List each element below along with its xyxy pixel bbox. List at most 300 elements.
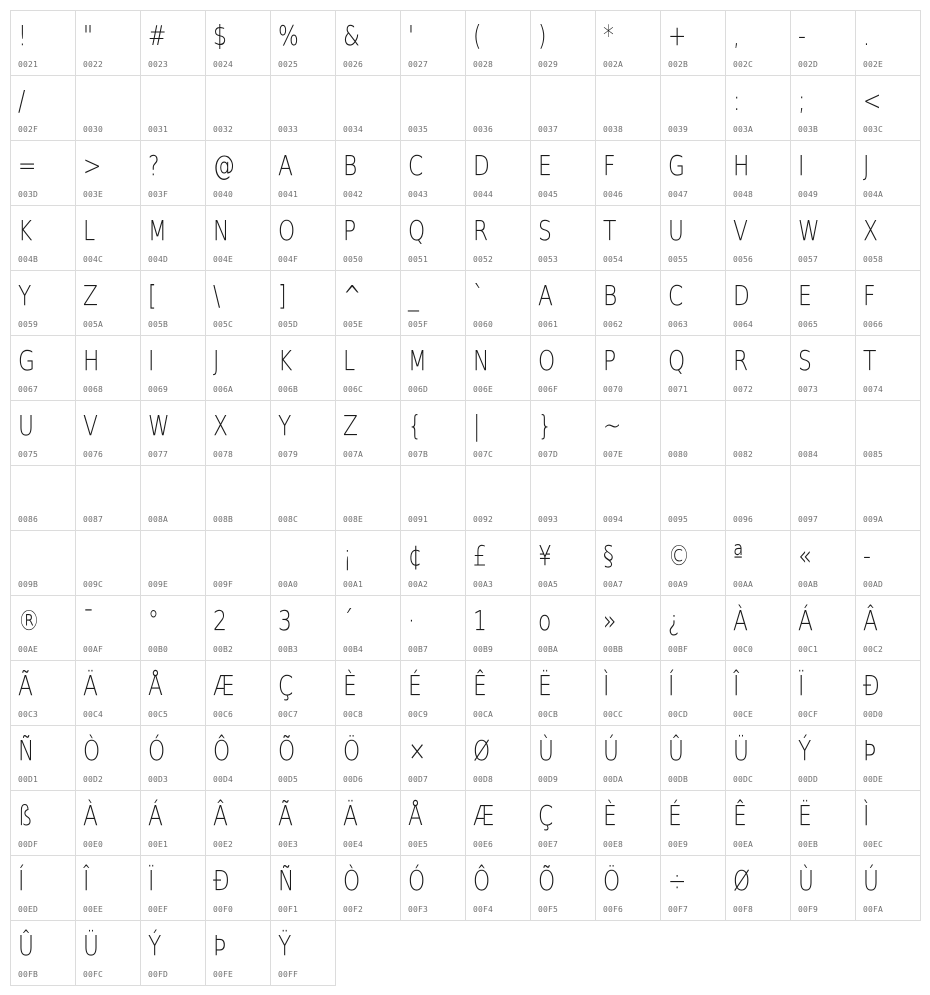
glyph-codepoint-label: 00D1: [18, 775, 39, 784]
glyph-codepoint-label: 004D: [148, 255, 169, 264]
glyph-character: ^: [343, 279, 362, 312]
glyph-codepoint-label: 0084: [798, 450, 819, 459]
glyph-codepoint-label: 00C7: [278, 710, 299, 719]
glyph-character: «: [798, 539, 812, 572]
glyph-cell: [531, 11, 596, 76]
glyph-codepoint-label: 0062: [603, 320, 624, 329]
glyph-codepoint-label: 005E: [343, 320, 364, 329]
glyph-codepoint-label: 00C1: [798, 645, 819, 654]
glyph-cell: [76, 791, 141, 856]
glyph-codepoint-label: 00CF: [798, 710, 819, 719]
glyph-codepoint-label: 002E: [863, 60, 884, 69]
glyph-cell: [791, 271, 856, 336]
glyph-codepoint-label: 0072: [733, 385, 754, 394]
glyph-cell: [76, 401, 141, 466]
glyph-character: É: [408, 669, 422, 702]
glyph-cell: [466, 726, 531, 791]
glyph-codepoint-label: 0025: [278, 60, 299, 69]
glyph-character: Õ: [538, 864, 556, 897]
glyph-codepoint-label: 0052: [473, 255, 494, 264]
glyph-character: B: [343, 149, 358, 182]
glyph-character: 2: [213, 604, 227, 637]
glyph-character: Ù: [538, 734, 554, 767]
glyph-codepoint-label: 0053: [538, 255, 559, 264]
glyph-character: ': [408, 19, 415, 52]
glyph-codepoint-label: 0030: [83, 125, 104, 134]
glyph-codepoint-label: 0039: [668, 125, 689, 134]
glyph-codepoint-label: 00DA: [603, 775, 624, 784]
glyph-cell: [661, 11, 726, 76]
glyph-cell: [661, 141, 726, 206]
glyph-character: È: [603, 799, 617, 832]
glyph-character: ß: [18, 799, 33, 832]
glyph-character: Å: [148, 669, 163, 702]
glyph-character: Q: [668, 344, 686, 377]
glyph-character: Ã: [278, 799, 293, 832]
glyph-character: Ë: [798, 799, 812, 832]
glyph-codepoint-label: 005B: [148, 320, 169, 329]
glyph-character: &: [343, 19, 361, 52]
glyph-character: U: [668, 214, 684, 247]
glyph-character: L: [83, 214, 96, 247]
glyph-codepoint-label: 00A2: [408, 580, 429, 589]
glyph-cell: [271, 76, 336, 141]
glyph-character: \: [213, 279, 221, 312]
glyph-cell: [726, 726, 791, 791]
glyph-character: Ý: [798, 734, 812, 767]
glyph-cell: [726, 661, 791, 726]
glyph-cell: [856, 206, 921, 271]
glyph-codepoint-label: 0054: [603, 255, 624, 264]
glyph-codepoint-label: 00B4: [343, 645, 364, 654]
glyph-codepoint-label: 0048: [733, 190, 754, 199]
glyph-codepoint-label: 006F: [538, 385, 559, 394]
glyph-codepoint-label: 0080: [668, 450, 689, 459]
glyph-codepoint-label: 0070: [603, 385, 624, 394]
glyph-codepoint-label: 00DF: [18, 840, 39, 849]
glyph-codepoint-label: 00C5: [148, 710, 169, 719]
glyph-codepoint-label: 002C: [733, 60, 754, 69]
glyph-character: I: [798, 149, 805, 182]
glyph-character: C: [668, 279, 684, 312]
glyph-cell: [11, 921, 76, 986]
glyph-codepoint-label: 00CB: [538, 710, 559, 719]
glyph-character: Ì: [603, 669, 610, 702]
glyph-codepoint-label: 0040: [213, 190, 234, 199]
glyph-character: A: [538, 279, 553, 312]
glyph-character: Ã: [18, 669, 33, 702]
glyph-codepoint-label: 0033: [278, 125, 299, 134]
glyph-character: C: [408, 149, 424, 182]
glyph-codepoint-label: 0082: [733, 450, 754, 459]
glyph-cell: [336, 206, 401, 271]
glyph-codepoint-label: 0075: [18, 450, 39, 459]
glyph-character: R: [473, 214, 489, 247]
glyph-codepoint-label: 0047: [668, 190, 689, 199]
glyph-codepoint-label: 0096: [733, 515, 754, 524]
glyph-codepoint-label: 004F: [278, 255, 299, 264]
glyph-codepoint-label: 008E: [343, 515, 364, 524]
glyph-cell: [336, 531, 401, 596]
glyph-codepoint-label: 0056: [733, 255, 754, 264]
glyph-codepoint-label: 006C: [343, 385, 364, 394]
glyph-cell: [661, 856, 726, 921]
glyph-character: R: [733, 344, 749, 377]
glyph-cell: [531, 596, 596, 661]
glyph-character: £: [473, 539, 487, 572]
glyph-cell: [726, 336, 791, 401]
glyph-character: T: [603, 214, 617, 247]
glyph-character: À: [83, 799, 98, 832]
glyph-cell: [271, 531, 336, 596]
glyph-cell: [791, 596, 856, 661]
glyph-character: Ë: [538, 669, 552, 702]
glyph-character: Ñ: [18, 734, 35, 767]
glyph-codepoint-label: 00B9: [473, 645, 494, 654]
glyph-cell: [856, 401, 921, 466]
glyph-codepoint-label: 0049: [798, 190, 819, 199]
glyph-cell: [791, 141, 856, 206]
glyph-codepoint-label: 00A3: [473, 580, 494, 589]
glyph-cell: [466, 271, 531, 336]
glyph-codepoint-label: 007E: [603, 450, 624, 459]
glyph-cell: [726, 791, 791, 856]
glyph-cell: [531, 661, 596, 726]
glyph-codepoint-label: 0045: [538, 190, 559, 199]
glyph-character: @: [213, 149, 235, 182]
glyph-cell: [401, 141, 466, 206]
glyph-character: }: [538, 409, 552, 442]
glyph-cell: [141, 271, 206, 336]
glyph-cell: [726, 466, 791, 531]
glyph-character: ¥: [538, 539, 552, 572]
glyph-cell: [271, 206, 336, 271]
glyph-codepoint-label: 009C: [83, 580, 104, 589]
glyph-character: W: [148, 409, 170, 442]
glyph-codepoint-label: 008B: [213, 515, 234, 524]
glyph-character: S: [538, 214, 552, 247]
glyph-cell: [76, 141, 141, 206]
glyph-character: *: [603, 19, 614, 52]
glyph-codepoint-label: 002B: [668, 60, 689, 69]
glyph-character: {: [408, 409, 422, 442]
glyph-codepoint-label: 0079: [278, 450, 299, 459]
glyph-cell: [661, 206, 726, 271]
glyph-character: Ó: [148, 734, 166, 767]
glyph-character: ?: [148, 149, 160, 182]
glyph-cell: [661, 466, 726, 531]
glyph-character: ,: [733, 19, 740, 52]
glyph-character: X: [863, 214, 878, 247]
glyph-codepoint-label: 00FA: [863, 905, 884, 914]
glyph-codepoint-label: 00A5: [538, 580, 559, 589]
glyph-codepoint-label: 0036: [473, 125, 494, 134]
glyph-codepoint-label: 005A: [83, 320, 104, 329]
glyph-cell: [11, 206, 76, 271]
glyph-codepoint-label: 009E: [148, 580, 169, 589]
glyph-codepoint-label: 00F9: [798, 905, 819, 914]
glyph-character: o: [538, 604, 552, 637]
glyph-character: È: [343, 669, 357, 702]
glyph-cell: [726, 271, 791, 336]
glyph-codepoint-label: 0042: [343, 190, 364, 199]
glyph-codepoint-label: 0077: [148, 450, 169, 459]
glyph-codepoint-label: 002F: [18, 125, 39, 134]
glyph-character: N: [473, 344, 490, 377]
glyph-codepoint-label: 00A9: [668, 580, 689, 589]
glyph-cell: [336, 856, 401, 921]
glyph-cell: [336, 271, 401, 336]
glyph-codepoint-label: 00E9: [668, 840, 689, 849]
glyph-cell: [11, 401, 76, 466]
glyph-character: 1: [473, 604, 487, 637]
glyph-character: Î: [733, 669, 740, 702]
glyph-cell: [401, 336, 466, 401]
glyph-codepoint-label: 0064: [733, 320, 754, 329]
glyph-codepoint-label: 00AB: [798, 580, 819, 589]
glyph-codepoint-label: 00DB: [668, 775, 689, 784]
glyph-codepoint-label: 00DC: [733, 775, 754, 784]
glyph-character: Þ: [863, 734, 877, 767]
glyph-cell: [791, 401, 856, 466]
glyph-codepoint-label: 00BF: [668, 645, 689, 654]
glyph-codepoint-label: 00DE: [863, 775, 884, 784]
glyph-codepoint-label: 0032: [213, 125, 234, 134]
glyph-codepoint-label: 004B: [18, 255, 39, 264]
glyph-character: F: [863, 279, 876, 312]
glyph-codepoint-label: 0066: [863, 320, 884, 329]
glyph-cell: [726, 596, 791, 661]
glyph-character: »: [603, 604, 617, 637]
glyph-cell: [141, 466, 206, 531]
glyph-codepoint-label: 007C: [473, 450, 494, 459]
glyph-codepoint-label: 0067: [18, 385, 39, 394]
glyph-codepoint-label: 00E1: [148, 840, 169, 849]
glyph-character: Ö: [603, 864, 621, 897]
glyph-cell: [401, 466, 466, 531]
glyph-codepoint-label: 0022: [83, 60, 104, 69]
glyph-cell: [531, 531, 596, 596]
glyph-codepoint-label: 002A: [603, 60, 624, 69]
glyph-codepoint-label: 0024: [213, 60, 234, 69]
glyph-cell: [726, 206, 791, 271]
glyph-character: G: [18, 344, 35, 377]
glyph-cell: [596, 336, 661, 401]
glyph-cell: [531, 791, 596, 856]
glyph-cell: [661, 726, 726, 791]
glyph-cell: [401, 401, 466, 466]
glyph-codepoint-label: 00E4: [343, 840, 364, 849]
glyph-character: I: [148, 344, 155, 377]
glyph-character: P: [603, 344, 617, 377]
glyph-cell: [466, 336, 531, 401]
glyph-codepoint-label: 00C4: [83, 710, 104, 719]
glyph-codepoint-label: 0063: [668, 320, 689, 329]
glyph-cell: [466, 661, 531, 726]
glyph-cell: [661, 271, 726, 336]
glyph-cell: [336, 336, 401, 401]
glyph-cell: [726, 401, 791, 466]
glyph-codepoint-label: 0029: [538, 60, 559, 69]
glyph-character: %: [278, 19, 299, 52]
glyph-codepoint-label: 0057: [798, 255, 819, 264]
glyph-cell: [271, 921, 336, 986]
glyph-character: O: [538, 344, 556, 377]
glyph-codepoint-label: 004E: [213, 255, 234, 264]
glyph-character: ©: [668, 539, 690, 572]
glyph-character: Z: [343, 409, 358, 442]
glyph-cell: [791, 726, 856, 791]
glyph-codepoint-label: 0059: [18, 320, 39, 329]
glyph-codepoint-label: 00B7: [408, 645, 429, 654]
glyph-codepoint-label: 0095: [668, 515, 689, 524]
glyph-codepoint-label: 00E3: [278, 840, 299, 849]
glyph-cell: [206, 791, 271, 856]
glyph-character: N: [213, 214, 230, 247]
glyph-codepoint-label: 006B: [278, 385, 299, 394]
glyph-character: Í: [668, 669, 675, 702]
glyph-character: Á: [798, 604, 813, 637]
glyph-character: Ô: [213, 734, 231, 767]
glyph-codepoint-label: 00D9: [538, 775, 559, 784]
glyph-character: E: [798, 279, 812, 312]
glyph-character: Ê: [733, 799, 747, 832]
glyph-codepoint-label: 00D6: [343, 775, 364, 784]
glyph-cell: [596, 791, 661, 856]
glyph-cell: [76, 11, 141, 76]
glyph-cell: [271, 141, 336, 206]
glyph-character: <: [863, 84, 882, 117]
glyph-cell: [11, 596, 76, 661]
glyph-cell: [466, 466, 531, 531]
glyph-codepoint-label: 003D: [18, 190, 39, 199]
glyph-codepoint-label: 00F5: [538, 905, 559, 914]
glyph-character: Ý: [148, 929, 162, 962]
glyph-codepoint-label: 00E2: [213, 840, 234, 849]
glyph-codepoint-label: 00AD: [863, 580, 884, 589]
glyph-cell: [141, 531, 206, 596]
glyph-character: Õ: [278, 734, 296, 767]
glyph-character: À: [733, 604, 748, 637]
glyph-cell: [76, 531, 141, 596]
glyph-cell: [206, 596, 271, 661]
glyph-character: `: [473, 279, 484, 312]
glyph-cell: [336, 466, 401, 531]
glyph-character: Ü: [733, 734, 749, 767]
glyph-cell: [11, 11, 76, 76]
glyph-codepoint-label: 00FD: [148, 970, 169, 979]
glyph-character: |: [473, 409, 481, 442]
glyph-cell: [11, 726, 76, 791]
glyph-cell: [661, 596, 726, 661]
glyph-cell: [791, 531, 856, 596]
glyph-character: Â: [213, 799, 228, 832]
glyph-character: Þ: [213, 929, 227, 962]
glyph-character: O: [278, 214, 296, 247]
glyph-cell: [141, 791, 206, 856]
glyph-codepoint-label: 00F3: [408, 905, 429, 914]
glyph-cell: [206, 726, 271, 791]
glyph-codepoint-label: 006D: [408, 385, 429, 394]
glyph-codepoint-label: 002D: [798, 60, 819, 69]
glyph-cell: [76, 921, 141, 986]
glyph-codepoint-label: 005F: [408, 320, 429, 329]
glyph-character: !: [18, 19, 27, 52]
glyph-character: #: [148, 19, 167, 52]
glyph-codepoint-label: 003B: [798, 125, 819, 134]
glyph-codepoint-label: 0026: [343, 60, 364, 69]
glyph-cell: [401, 726, 466, 791]
glyph-character: Û: [18, 929, 34, 962]
glyph-codepoint-label: 00EA: [733, 840, 754, 849]
glyph-codepoint-label: 008A: [148, 515, 169, 524]
glyph-cell: [141, 76, 206, 141]
glyph-character: §: [603, 539, 614, 572]
glyph-codepoint-label: 00C8: [343, 710, 364, 719]
glyph-codepoint-label: 00DD: [798, 775, 819, 784]
glyph-character: °: [148, 604, 159, 637]
glyph-cell: [76, 76, 141, 141]
glyph-cell: [661, 661, 726, 726]
glyph-cell: [661, 76, 726, 141]
glyph-codepoint-label: 0021: [18, 60, 39, 69]
glyph-cell: [791, 76, 856, 141]
glyph-cell: [141, 921, 206, 986]
glyph-cell: [206, 531, 271, 596]
glyph-character: Ï: [148, 864, 155, 897]
glyph-character: Ò: [343, 864, 361, 897]
glyph-codepoint-label: 0037: [538, 125, 559, 134]
glyph-codepoint-label: 0076: [83, 450, 104, 459]
glyph-cell: [141, 661, 206, 726]
glyph-codepoint-label: 0093: [538, 515, 559, 524]
glyph-codepoint-label: 00F8: [733, 905, 754, 914]
glyph-codepoint-label: 003C: [863, 125, 884, 134]
glyph-codepoint-label: 0055: [668, 255, 689, 264]
glyph-cell: [726, 856, 791, 921]
glyph-codepoint-label: 00E0: [83, 840, 104, 849]
glyph-codepoint-label: 0086: [18, 515, 39, 524]
glyph-character: .: [863, 19, 870, 52]
glyph-codepoint-label: 00AF: [83, 645, 104, 654]
glyph-codepoint-label: 0034: [343, 125, 364, 134]
glyph-character: B: [603, 279, 618, 312]
glyph-cell: [401, 76, 466, 141]
glyph-character: Á: [148, 799, 163, 832]
glyph-codepoint-label: 0094: [603, 515, 624, 524]
glyph-cell: [271, 401, 336, 466]
glyph-character: _: [408, 279, 419, 312]
glyph-character: J: [213, 344, 220, 377]
glyph-codepoint-label: 00FB: [18, 970, 39, 979]
glyph-cell: [791, 856, 856, 921]
glyph-cell: [336, 141, 401, 206]
glyph-codepoint-label: 0074: [863, 385, 884, 394]
glyph-codepoint-label: 0069: [148, 385, 169, 394]
glyph-codepoint-label: 00F0: [213, 905, 234, 914]
glyph-cell: [401, 271, 466, 336]
glyph-cell: [531, 76, 596, 141]
glyph-cell: [271, 661, 336, 726]
glyph-codepoint-label: 00EE: [83, 905, 104, 914]
glyph-cell: [856, 726, 921, 791]
glyph-cell: [856, 271, 921, 336]
glyph-character: Y: [18, 279, 32, 312]
glyph-cell: [206, 206, 271, 271]
glyph-character: H: [83, 344, 100, 377]
glyph-codepoint-label: 0028: [473, 60, 494, 69]
glyph-character: ): [538, 19, 547, 52]
